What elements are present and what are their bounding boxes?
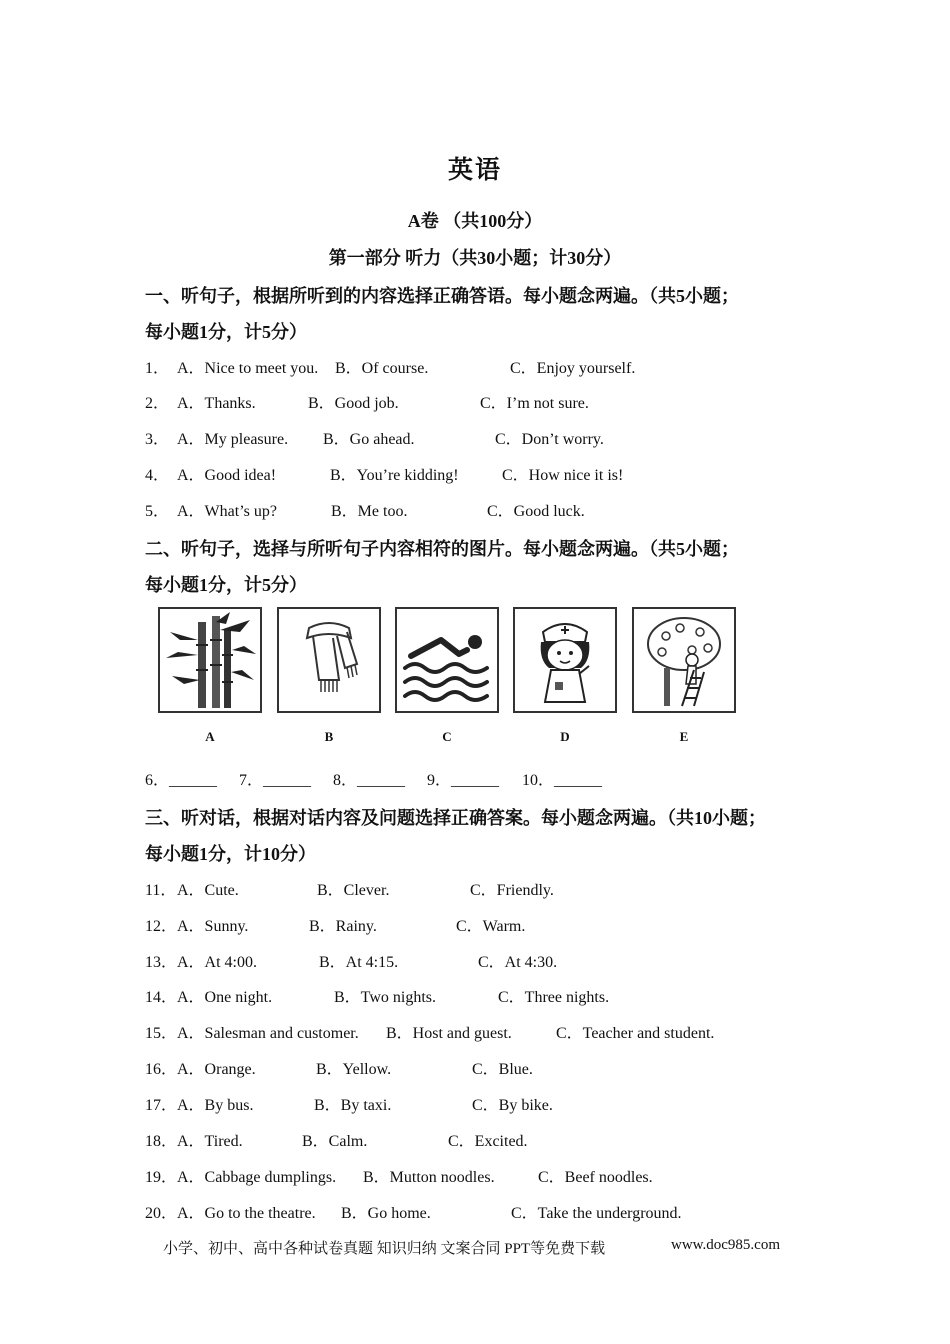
apple-picking-icon <box>632 607 736 713</box>
option-a[interactable]: A．My pleasure. <box>177 431 289 448</box>
option-a[interactable]: A．Orange. <box>177 1061 256 1078</box>
option-b[interactable]: B．Good job. <box>308 395 399 412</box>
option-a[interactable]: A．Nice to meet you. <box>177 360 319 377</box>
nurse-icon <box>513 607 617 713</box>
option-a[interactable]: A．Sunny. <box>177 918 249 935</box>
question-number: 3． <box>145 431 170 448</box>
option-b[interactable]: B．Two nights. <box>334 989 437 1006</box>
footer-text: 小学、初中、高中各种试卷真题 知识归纳 文案合同 PPT等免费下载 <box>163 1241 606 1257</box>
section1-heading-line1: 一、听句子，根据所听到的内容选择正确答语。每小题念两遍。（共5小题； <box>145 286 739 306</box>
answer-blank[interactable]: 8．______ <box>333 772 406 789</box>
bamboo-icon <box>158 607 262 713</box>
paper-subtitle: A卷 （共100分） <box>407 211 543 231</box>
option-c[interactable]: C．Three nights. <box>498 989 610 1006</box>
answer-blank[interactable]: 7．______ <box>239 772 312 789</box>
option-c[interactable]: C．How nice it is! <box>502 467 624 484</box>
question-number: 5． <box>145 503 170 520</box>
option-a[interactable]: A．Good idea! <box>177 467 277 484</box>
section3-heading-line2: 每小题1分，计10分） <box>145 844 316 864</box>
answer-blank[interactable]: 9．______ <box>427 772 500 789</box>
option-c[interactable]: C．Friendly. <box>470 882 554 899</box>
option-a[interactable]: A．Cabbage dumplings. <box>177 1169 337 1186</box>
option-a[interactable]: A．Tired. <box>177 1133 243 1150</box>
picture-label: A <box>205 729 215 744</box>
question-number: 1． <box>145 360 170 377</box>
question-number: 4． <box>145 467 170 484</box>
option-b[interactable]: B．You’re kidding! <box>330 467 459 484</box>
option-c[interactable]: C．Don’t worry. <box>495 431 604 448</box>
option-b[interactable]: B．Go ahead. <box>323 431 415 448</box>
option-a[interactable]: A．Cute. <box>177 882 239 899</box>
option-c[interactable]: C．At 4:30. <box>478 954 558 971</box>
swimming-icon <box>395 607 499 713</box>
option-c[interactable]: C．I’m not sure. <box>480 395 589 412</box>
option-b[interactable]: B．Go home. <box>341 1205 431 1222</box>
question-number: 16． <box>145 1061 178 1078</box>
question-number: 15． <box>145 1025 178 1042</box>
option-a[interactable]: A．Thanks. <box>177 395 256 412</box>
option-a[interactable]: A．One night. <box>177 989 273 1006</box>
question-number: 20． <box>145 1205 178 1222</box>
question-number: 17． <box>145 1097 178 1114</box>
option-a[interactable]: A．At 4:00. <box>177 954 258 971</box>
section2-heading-line1: 二、听句子，选择与所听句子内容相符的图片。每小题念两遍。（共5小题； <box>145 539 739 559</box>
option-a[interactable]: A．Salesman and customer. <box>177 1025 359 1042</box>
option-b[interactable]: B．By taxi. <box>314 1097 392 1114</box>
question-number: 18． <box>145 1133 178 1150</box>
question-number: 19． <box>145 1169 178 1186</box>
picture-label: E <box>679 729 689 744</box>
section1-heading-line2: 每小题1分，计5分） <box>145 322 307 342</box>
option-c[interactable]: C．Good luck. <box>487 503 585 520</box>
option-b[interactable]: B．Host and guest. <box>386 1025 512 1042</box>
option-b[interactable]: B．At 4:15. <box>319 954 399 971</box>
answer-blank[interactable]: 10．______ <box>522 772 603 789</box>
page-title: 英语 <box>447 157 502 184</box>
picture-options <box>155 605 755 755</box>
option-b[interactable]: B．Clever. <box>317 882 390 899</box>
option-c[interactable]: C．By bike. <box>472 1097 553 1114</box>
option-c[interactable]: C．Beef noodles. <box>538 1169 653 1186</box>
option-a[interactable]: A．What’s up? <box>177 503 277 520</box>
part-heading: 第一部分 听力（共30小题；计30分） <box>328 248 622 268</box>
option-b[interactable]: B．Me too. <box>331 503 408 520</box>
question-number: 14． <box>145 989 178 1006</box>
option-b[interactable]: B．Rainy. <box>309 918 377 935</box>
question-number: 2． <box>145 395 170 412</box>
option-a[interactable]: A．Go to the theatre. <box>177 1205 316 1222</box>
option-b[interactable]: B．Of course. <box>335 360 429 377</box>
option-c[interactable]: C．Enjoy yourself. <box>510 360 636 377</box>
question-number: 11． <box>145 882 177 899</box>
picture-label: D <box>560 729 570 744</box>
option-b[interactable]: B．Calm. <box>302 1133 368 1150</box>
section3-heading-line1: 三、听对话，根据对话内容及问题选择正确答案。每小题念两遍。（共10小题； <box>145 808 766 828</box>
option-b[interactable]: B．Mutton noodles. <box>363 1169 495 1186</box>
option-c[interactable]: C．Teacher and student. <box>556 1025 715 1042</box>
option-c[interactable]: C．Blue. <box>472 1061 533 1078</box>
answer-blank[interactable]: 6．______ <box>145 772 218 789</box>
picture-label: B <box>324 729 334 744</box>
page-footer <box>163 1237 781 1258</box>
question-number: 13． <box>145 954 178 971</box>
option-c[interactable]: C．Excited. <box>448 1133 528 1150</box>
footer-url[interactable]: www.doc985.com <box>671 1237 781 1253</box>
section2-heading-line2: 每小题1分，计5分） <box>145 575 307 595</box>
scarf-icon <box>277 607 381 713</box>
option-a[interactable]: A．By bus. <box>177 1097 254 1114</box>
option-c[interactable]: C．Warm. <box>456 918 526 935</box>
option-b[interactable]: B．Yellow. <box>316 1061 392 1078</box>
question-number: 12． <box>145 918 178 935</box>
option-c[interactable]: C．Take the underground. <box>511 1205 682 1222</box>
picture-label: C <box>442 729 452 744</box>
